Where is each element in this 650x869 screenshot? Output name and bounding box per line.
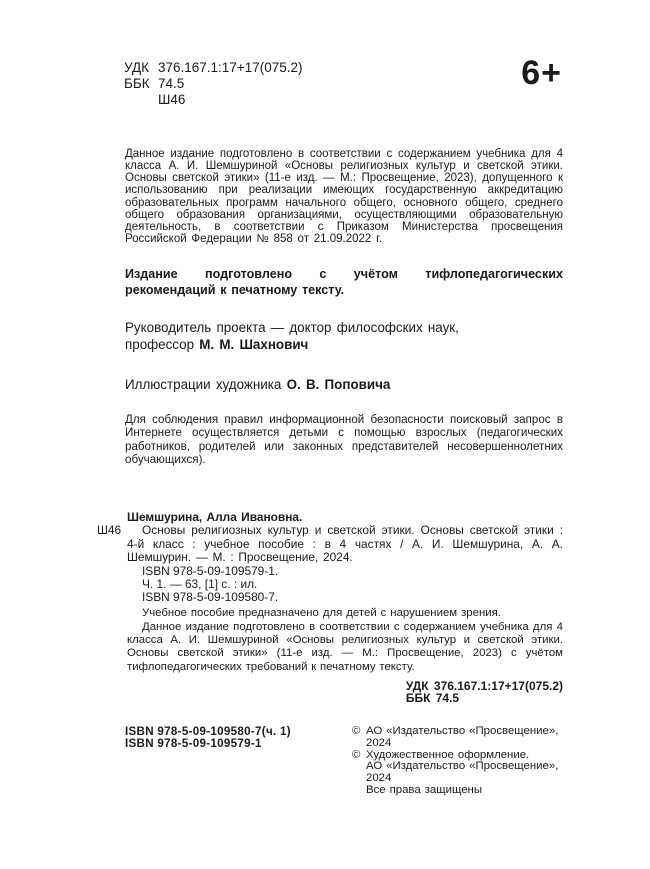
- bbk-row: [124, 76, 303, 92]
- catalog-card: [97, 510, 563, 674]
- copyright-icon: ©: [352, 748, 361, 761]
- isbn-full-line: ISBN 978-5-09-109579-1.: [142, 563, 279, 578]
- project-lead-name-line: [125, 337, 459, 354]
- internet-safety-note: Для соблюдения правил информационной безопасности поисковый запрос в Интернете осуществляется детьми с помощью взрослых (педагогических работников, родителей или законных представителей несовершеннолетних обучающихся).: [125, 413, 563, 466]
- tiflo-recommendations-note: Издание подготовлено с учётом тифлопедагогических рекомендаций к печатному тексту.: [125, 267, 563, 297]
- copyright-line: [352, 761, 563, 785]
- rights-reserved-text: Все права защищены: [366, 783, 483, 796]
- udk-label: УДК: [124, 60, 149, 75]
- project-credits: [125, 320, 459, 353]
- isbn-part-line: ISBN 978-5-09-109580-7.: [142, 590, 279, 605]
- isbn-part-bold: ISBN 978-5-09-109580-7(ч. 1): [125, 725, 291, 738]
- project-lead-line: [125, 320, 459, 337]
- part-info-line: Ч. 1. — 63, [1] с. : ил.: [142, 577, 258, 592]
- illustrator-name: О. В. Поповича: [286, 377, 391, 392]
- udk-row: [124, 60, 303, 76]
- project-lead-name: М. М. Шахнович: [199, 336, 309, 352]
- author-sign-row: [124, 92, 303, 108]
- catalog-author-sign: Ш46: [97, 523, 122, 538]
- copyright-icon-spacer: [352, 761, 366, 785]
- isbn-full-bold: ISBN 978-5-09-109579-1: [125, 736, 262, 750]
- author-sign: Ш46: [158, 92, 186, 107]
- bibliographic-codes: [124, 60, 303, 108]
- illustrator-credit: [125, 377, 390, 392]
- edition-annotation: Данное издание подготовлено в соответствии с содержанием учебника для 4 класса А. И. Шемшуриной «Основы религиозных культур и светской этики. Основы светской этики» (11-е изд. — М.: Просвещение, 2023), допущенного к использованию при реализации имеющих государственную аккредитацию образовательных программ начального общего, основного общего, среднего общего образования организациями, осуществляющими образовательную деятельность, в соответствии с Приказом Министерства просвещения Российской Федерации № 858 от 21.09.2022 г.: [125, 148, 563, 246]
- copyright-line: [352, 726, 563, 750]
- copyright-line: [352, 785, 563, 797]
- copyright-text: АО «Издательство «Просвещение», 2024: [366, 725, 559, 749]
- udk-value: 376.167.1:17+17(075.2): [158, 60, 303, 75]
- copyright-icon: ©: [352, 725, 361, 737]
- copyright-text: АО «Издательство «Просвещение», 2024: [366, 760, 559, 785]
- bbk-footer-line: ББК 74.5: [405, 691, 460, 706]
- catalog-entry: Основы религиозных культур и светской этики. Основы светской этики : 4-й класс : учебное пособие : в 4 частях / А. И. Шемшурина, А. А. Шемшурин. — М. : Просвещение, 2024.: [127, 523, 563, 565]
- vision-impairment-note: Учебное пособие предназначено для детей с нарушением зрения.: [142, 607, 501, 620]
- project-lead-text: Руководитель проекта — доктор философских наук,: [125, 320, 459, 335]
- bbk-value: 74.5: [158, 76, 185, 91]
- imprint-block: [125, 726, 563, 797]
- bbk-label: ББК: [124, 76, 150, 91]
- author-sign-spacer: [124, 92, 158, 108]
- catalog-edition-note: Данное издание подготовлено в соответствии с содержанием учебника для 4 класса А. И. Шемшуриной «Основы религиозных культур и светской этики. Основы светской этики» (11-е изд. — М.: Просвещение, 2023) с учётом тифлопедагогических требований к печатному тексту.: [127, 621, 563, 673]
- copyright-text: Художественное оформление.: [366, 748, 530, 761]
- udk-footer-line: УДК 376.167.1:17+17(075.2): [405, 679, 563, 693]
- professor-label: профессор: [125, 336, 195, 352]
- age-rating-badge: 6+: [521, 54, 562, 92]
- catalog-author: Шемшурина, Алла Ивановна.: [127, 510, 303, 524]
- isbn-block: [125, 726, 352, 797]
- illustrator-label: Иллюстрации художника: [125, 377, 282, 392]
- catalog-entry-block: [97, 523, 563, 565]
- udk-bbk-footer: [406, 680, 563, 705]
- copyright-icon-spacer: [352, 785, 366, 797]
- copyright-block: [352, 726, 563, 797]
